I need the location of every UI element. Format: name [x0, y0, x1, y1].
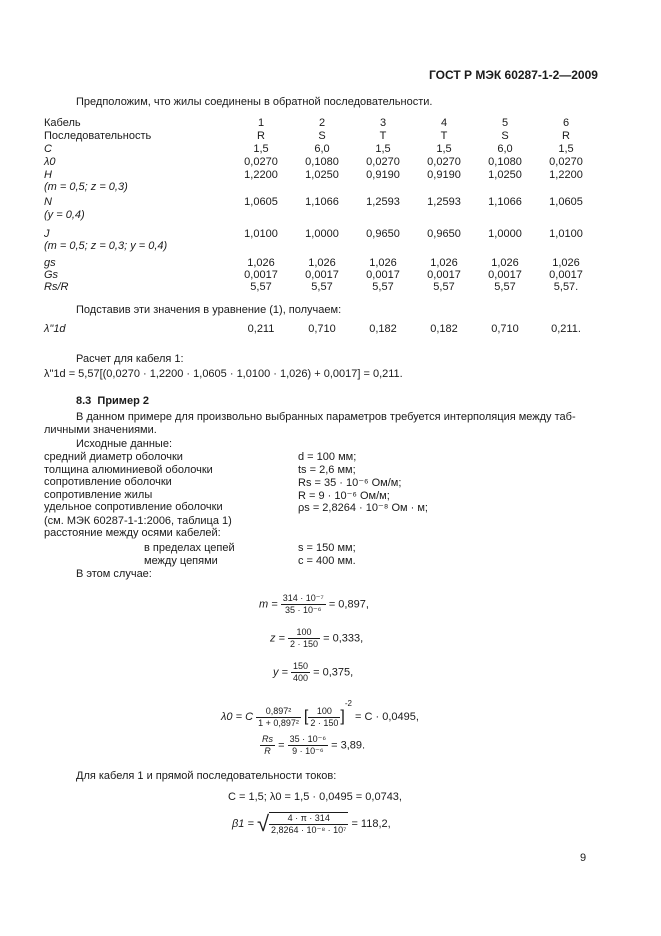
substitute-paragraph: Подставив эти значения в уравнение (1), получаем: — [76, 304, 342, 316]
table-cell: 1,0250 — [305, 169, 339, 181]
lambda-value: 0,211. — [551, 323, 581, 335]
section-heading — [76, 395, 149, 407]
table-cell: R — [257, 130, 265, 142]
row-label: N — [44, 196, 52, 208]
close-bracket: ] — [340, 708, 345, 726]
document-header: ГОСТ Р МЭК 60287-1-2—2009 — [429, 68, 598, 82]
row-label: Последовательность — [44, 130, 152, 142]
lambda-value: 0,182 — [430, 323, 458, 335]
numerator: 100 — [308, 706, 340, 718]
table-cell: 1,2200 — [549, 169, 583, 181]
eq-lambda0-lhs: λ0 = C — [221, 711, 254, 723]
lambda-value: 0,710 — [491, 323, 519, 335]
param-name: средний диаметр оболочки — [44, 451, 183, 463]
sqrt-sign: √ — [256, 811, 270, 836]
table-cell: 1,1066 — [305, 196, 339, 208]
numerator: 0,897² — [256, 706, 301, 718]
table-cell: 1,026 — [491, 257, 519, 269]
denominator: 400 — [293, 673, 309, 683]
numerator: 150 — [293, 661, 309, 671]
eq-lambda0-result: = C · 0,0495, — [355, 711, 419, 723]
section-paragraph-line2: личными значениями. — [44, 424, 157, 436]
table-row — [44, 196, 584, 209]
open-bracket: [ — [303, 708, 309, 726]
numerator: 100 — [288, 627, 320, 639]
table-cell: 0,0017 — [427, 269, 461, 281]
table-cell: 0,0270 — [366, 156, 400, 168]
lambda-value: 0,710 — [308, 323, 336, 335]
table-cell: 1,026 — [308, 257, 336, 269]
table-row — [44, 156, 584, 169]
equation-y — [273, 661, 353, 684]
table-cell: 1,2593 — [427, 196, 461, 208]
equals: = — [278, 739, 285, 752]
table-cell: 0,9190 — [366, 169, 400, 181]
eq-y-result: = 0,375, — [313, 666, 354, 679]
table-cell: 5,57 — [372, 281, 394, 293]
table-cell: 1,026 — [369, 257, 397, 269]
equation-m — [259, 593, 369, 616]
table-cell: S — [501, 130, 509, 142]
table-cell: 1,0605 — [244, 196, 278, 208]
table-row — [44, 143, 584, 156]
param-name: расстояние между осями кабелей: — [44, 527, 221, 539]
row-label: gs — [44, 257, 56, 269]
table-cell: 1,0000 — [488, 228, 522, 240]
table-cell: 0,0270 — [427, 156, 461, 168]
param-name: толщина алюминиевой оболочки — [44, 464, 213, 476]
denominator: 1 + 0,897² — [258, 717, 299, 728]
table-cell: 0,9190 — [427, 169, 461, 181]
numerator: 314 · 10⁻⁷ — [282, 593, 324, 603]
denominator: 2 · 150 — [310, 717, 339, 728]
table-cell: 0,0017 — [549, 269, 583, 281]
fraction — [288, 734, 328, 757]
fraction — [291, 661, 310, 684]
numerator: Rs — [262, 734, 273, 744]
c-equation: C = 1,5; λ0 = 1,5 · 0,0495 = 0,0743, — [228, 791, 402, 803]
table-header-label: Кабель — [44, 117, 81, 129]
table-cell: T — [440, 130, 448, 142]
fraction — [269, 812, 348, 836]
param-value: d = 100 мм; — [298, 451, 357, 463]
section-paragraph-line1: В данном примере для произвольно выбранных параметров требуется интерполяция между таб- — [76, 411, 576, 423]
table-cell: 1,0605 — [549, 196, 583, 208]
eq-beta-result: = 118,2, — [351, 817, 391, 830]
param-name: (см. МЭК 60287-1-1:2006, таблица 1) — [44, 515, 232, 527]
cable-number: 3 — [379, 117, 387, 129]
fraction — [260, 734, 275, 757]
table-cell: 1,0000 — [305, 228, 339, 240]
cable-number: 4 — [440, 117, 448, 129]
denominator: 2 · 150 — [290, 639, 319, 649]
given-title: Исходные данные: — [76, 438, 172, 450]
table-cell: 0,1080 — [488, 156, 522, 168]
denominator: 2,8264 · 10⁻⁸ · 10⁷ — [271, 825, 347, 835]
intro-paragraph: Предположим, что жилы соединены в обратной последовательности. — [76, 96, 433, 108]
fraction — [256, 706, 301, 729]
table-cell: 5,57 — [433, 281, 455, 293]
direct-sequence-paragraph: Для кабеля 1 и прямой последовательности токов: — [76, 770, 337, 782]
row-label: C — [44, 143, 52, 155]
numerator: 4 · π · 314 — [269, 813, 348, 825]
table-cell: 1,5 — [375, 143, 391, 155]
eq-beta-lhs: β1 = — [232, 817, 254, 830]
param-name: удельное сопротивление оболочки — [44, 501, 223, 513]
eq-m-result: = 0,897, — [328, 598, 369, 611]
param-value: R = 9 · 10⁻⁶ Ом/м; — [298, 490, 390, 502]
exponent: -2 — [344, 699, 352, 708]
row-label: J — [44, 228, 50, 240]
table-cell: 1,2593 — [366, 196, 400, 208]
table-cell: 1,5 — [436, 143, 452, 155]
table-cell: 1,026 — [552, 257, 580, 269]
row-label: Rs/R — [44, 281, 69, 293]
calc-intro: Расчет для кабеля 1: — [76, 353, 184, 365]
table-cell: S — [318, 130, 326, 142]
equation-z — [270, 627, 363, 650]
cable-number: 6 — [562, 117, 570, 129]
table-cell: 1,2200 — [244, 169, 278, 181]
cable-number: 5 — [501, 117, 509, 129]
spacing-name: в пределах цепей — [144, 542, 235, 554]
section-number: 8.3 — [76, 395, 92, 407]
spacing-name: между цепями — [144, 555, 218, 567]
row-label: (m = 0,5; z = 0,3; y = 0,4) — [44, 240, 168, 252]
table-cell: 0,0017 — [488, 269, 522, 281]
table-cell: 5,57 — [250, 281, 272, 293]
calc-equation: λ"1d = 5,57[(0,0270 · 1,2200 · 1,0605 · 1,0100 · 1,026) + 0,0017] = 0,211. — [44, 368, 403, 380]
table-cell: R — [562, 130, 570, 142]
eq-rs-result: = 3,89. — [331, 739, 366, 752]
row-label: (y = 0,4) — [44, 209, 85, 221]
row-label: (m = 0,5; z = 0,3) — [44, 181, 128, 193]
row-label: H — [44, 169, 52, 181]
table-row — [44, 281, 584, 294]
table-cell: 6,0 — [314, 143, 330, 155]
param-name: сопротивление жилы — [44, 489, 153, 501]
numerator: 35 · 10⁻⁶ — [289, 734, 327, 744]
table-cell: 5,57. — [553, 281, 579, 293]
denominator: R — [264, 746, 271, 756]
row-label: λ0 — [44, 156, 56, 168]
lambda-label: λ"1d — [44, 323, 66, 335]
fraction — [308, 706, 340, 729]
eq-z-lhs: z = — [270, 632, 285, 645]
table-cell: 1,5 — [253, 143, 269, 155]
param-value: Rs = 35 · 10⁻⁶ Ом/м; — [298, 477, 402, 489]
equation-beta — [232, 812, 391, 836]
table-cell: 1,5 — [558, 143, 574, 155]
table-cell: 0,1080 — [305, 156, 339, 168]
spacing-value: c = 400 мм. — [298, 555, 356, 567]
table-cell: 1,0250 — [488, 169, 522, 181]
table-row — [44, 209, 584, 222]
table-cell: T — [379, 130, 387, 142]
eq-z-result: = 0,333, — [323, 632, 364, 645]
table-cell: 1,1066 — [488, 196, 522, 208]
table-cell: 0,9650 — [427, 228, 461, 240]
equation-lambda0 — [221, 697, 419, 729]
table-cell: 0,9650 — [366, 228, 400, 240]
lambda-value: 0,211 — [247, 323, 275, 335]
param-value: ts = 2,6 мм; — [298, 464, 356, 476]
table-header-row — [44, 117, 584, 130]
table-cell: 1,026 — [430, 257, 458, 269]
cable-number: 2 — [318, 117, 326, 129]
table-cell: 0,0017 — [244, 269, 278, 281]
table-cell: 5,57 — [494, 281, 516, 293]
lambda-value: 0,182 — [369, 323, 397, 335]
table-cell: 0,0017 — [305, 269, 339, 281]
eq-y-lhs: y = — [273, 666, 288, 679]
table-cell: 0,0270 — [244, 156, 278, 168]
table-row — [44, 130, 584, 143]
section-title: Пример 2 — [97, 395, 149, 407]
table-cell: 1,0100 — [244, 228, 278, 240]
lambda-row — [44, 323, 584, 336]
table-cell: 5,57 — [311, 281, 333, 293]
table-cell: 1,026 — [247, 257, 275, 269]
cable-number: 1 — [257, 117, 265, 129]
page-number: 9 — [580, 852, 587, 864]
equation-rs-r — [260, 734, 365, 757]
denominator: 9 · 10⁻⁶ — [292, 746, 324, 756]
param-name: сопротивление оболочки — [44, 476, 172, 488]
table-cell: 1,0100 — [549, 228, 583, 240]
table-cell: 6,0 — [497, 143, 513, 155]
fraction — [281, 593, 326, 616]
table-cell: 0,0017 — [366, 269, 400, 281]
param-value: ρs = 2,8264 · 10⁻⁸ Ом · м; — [298, 502, 428, 514]
row-label: Gs — [44, 269, 59, 281]
table-row — [44, 181, 584, 194]
eq-m-lhs: m = — [259, 598, 278, 611]
fraction — [288, 627, 320, 650]
table-cell: 0,0270 — [549, 156, 583, 168]
denominator: 35 · 10⁻⁶ — [285, 605, 322, 615]
table-row — [44, 240, 584, 253]
spacing-value: s = 150 мм; — [298, 542, 356, 554]
in-this-case: В этом случае: — [76, 568, 152, 580]
